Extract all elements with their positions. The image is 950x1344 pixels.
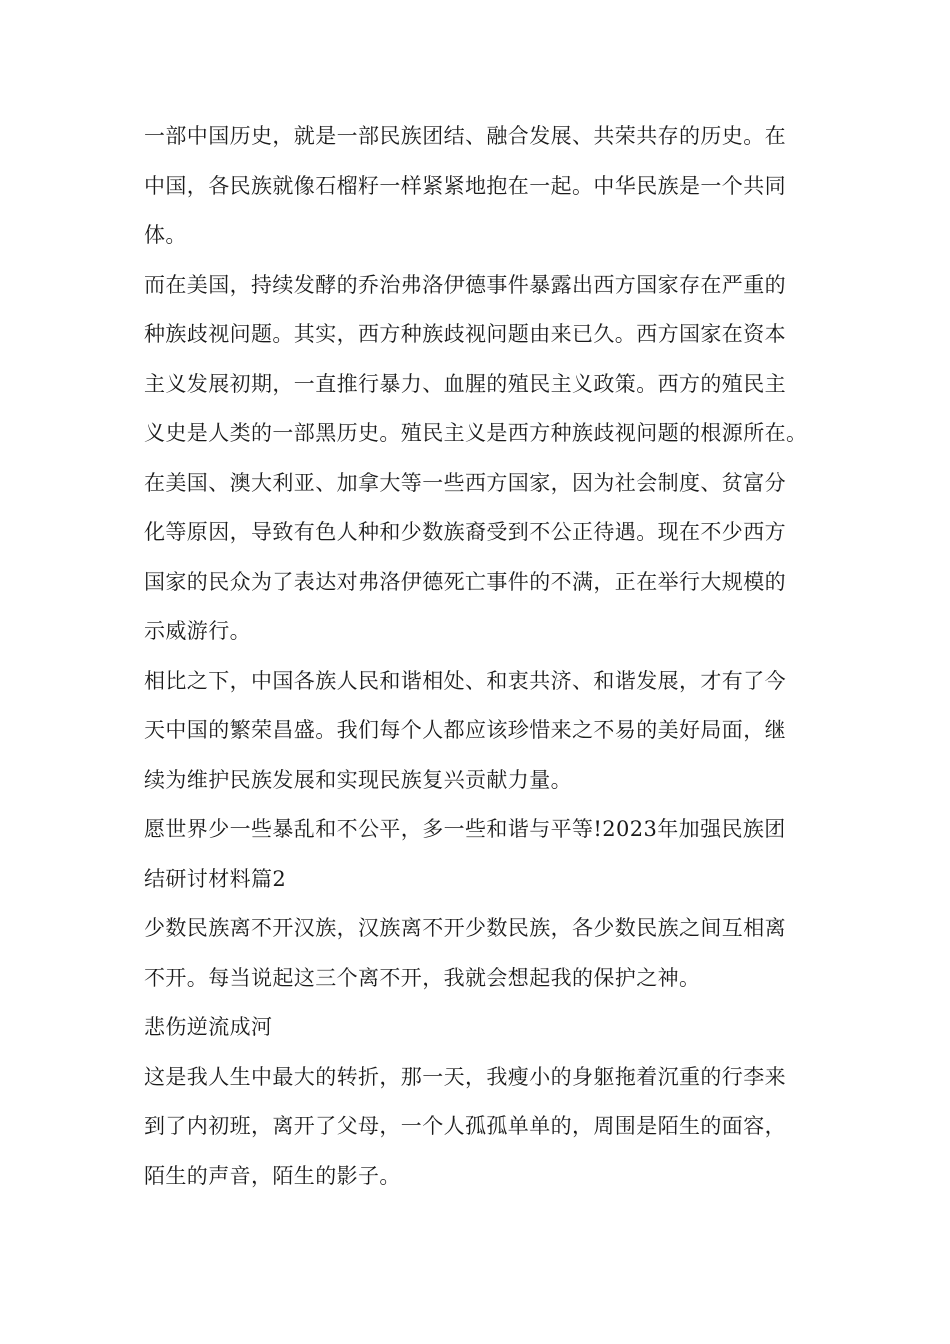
paragraph-1: 一部中国历史，就是一部民族团结、融合发展、共荣共存的历史。在 中国，各民族就像石榴籽一样紧紧地抱在一起。中华民族是一个共同 体。 [144,124,786,247]
paragraph-4: 愿世界少一些暴乱和不公平，多一些和谐与平等!2023年加强民族团 结研讨材料篇2 [144,817,786,891]
paragraph-5: 少数民族离不开汉族，汉族离不开少数民族，各少数民族之间互相离 不开。每当说起这三个离不开，我就会想起我的保护之神。 [144,916,786,990]
paragraph-2: 而在美国，持续发酵的乔治弗洛伊德事件暴露出西方国家存在严重的 种族歧视问题。其实，西方种族歧视问题由来已久。西方国家在资本 主义发展初期，一直推行暴力、血腥的殖民主义政策。西方的殖民主 义史是人类的一部黑历史。殖民主义是西方种族歧视问题的根源所在。 在美国、澳大利亚、加拿大等一些西方国家，因为社会制度、贫富分 化等原因，导致有色人种和少数族裔受到不公正待遇。现在不少西方 国家的民众为了表达对弗洛伊德死亡事件的不满，正在举行大规模的 示威游行。 [144,272,808,643]
paragraph-3: 相比之下，中国各族人民和谐相处、和衷共济、和谐发展，才有了今 天中国的繁荣昌盛。我们每个人都应该珍惜来之不易的美好局面，继 续为维护民族发展和实现民族复兴贡献力量。 [144,668,786,792]
paragraph-6: 这是我人生中最大的转折，那一天，我瘦小的身躯拖着沉重的行李来 到了内初班，离开了父母，一个人孤孤单单的，周围是陌生的面容， 陌生的声音，陌生的影子。 [144,1064,786,1188]
section-heading: 悲伤逆流成河 [144,1015,273,1039]
document-body [144,112,812,1201]
